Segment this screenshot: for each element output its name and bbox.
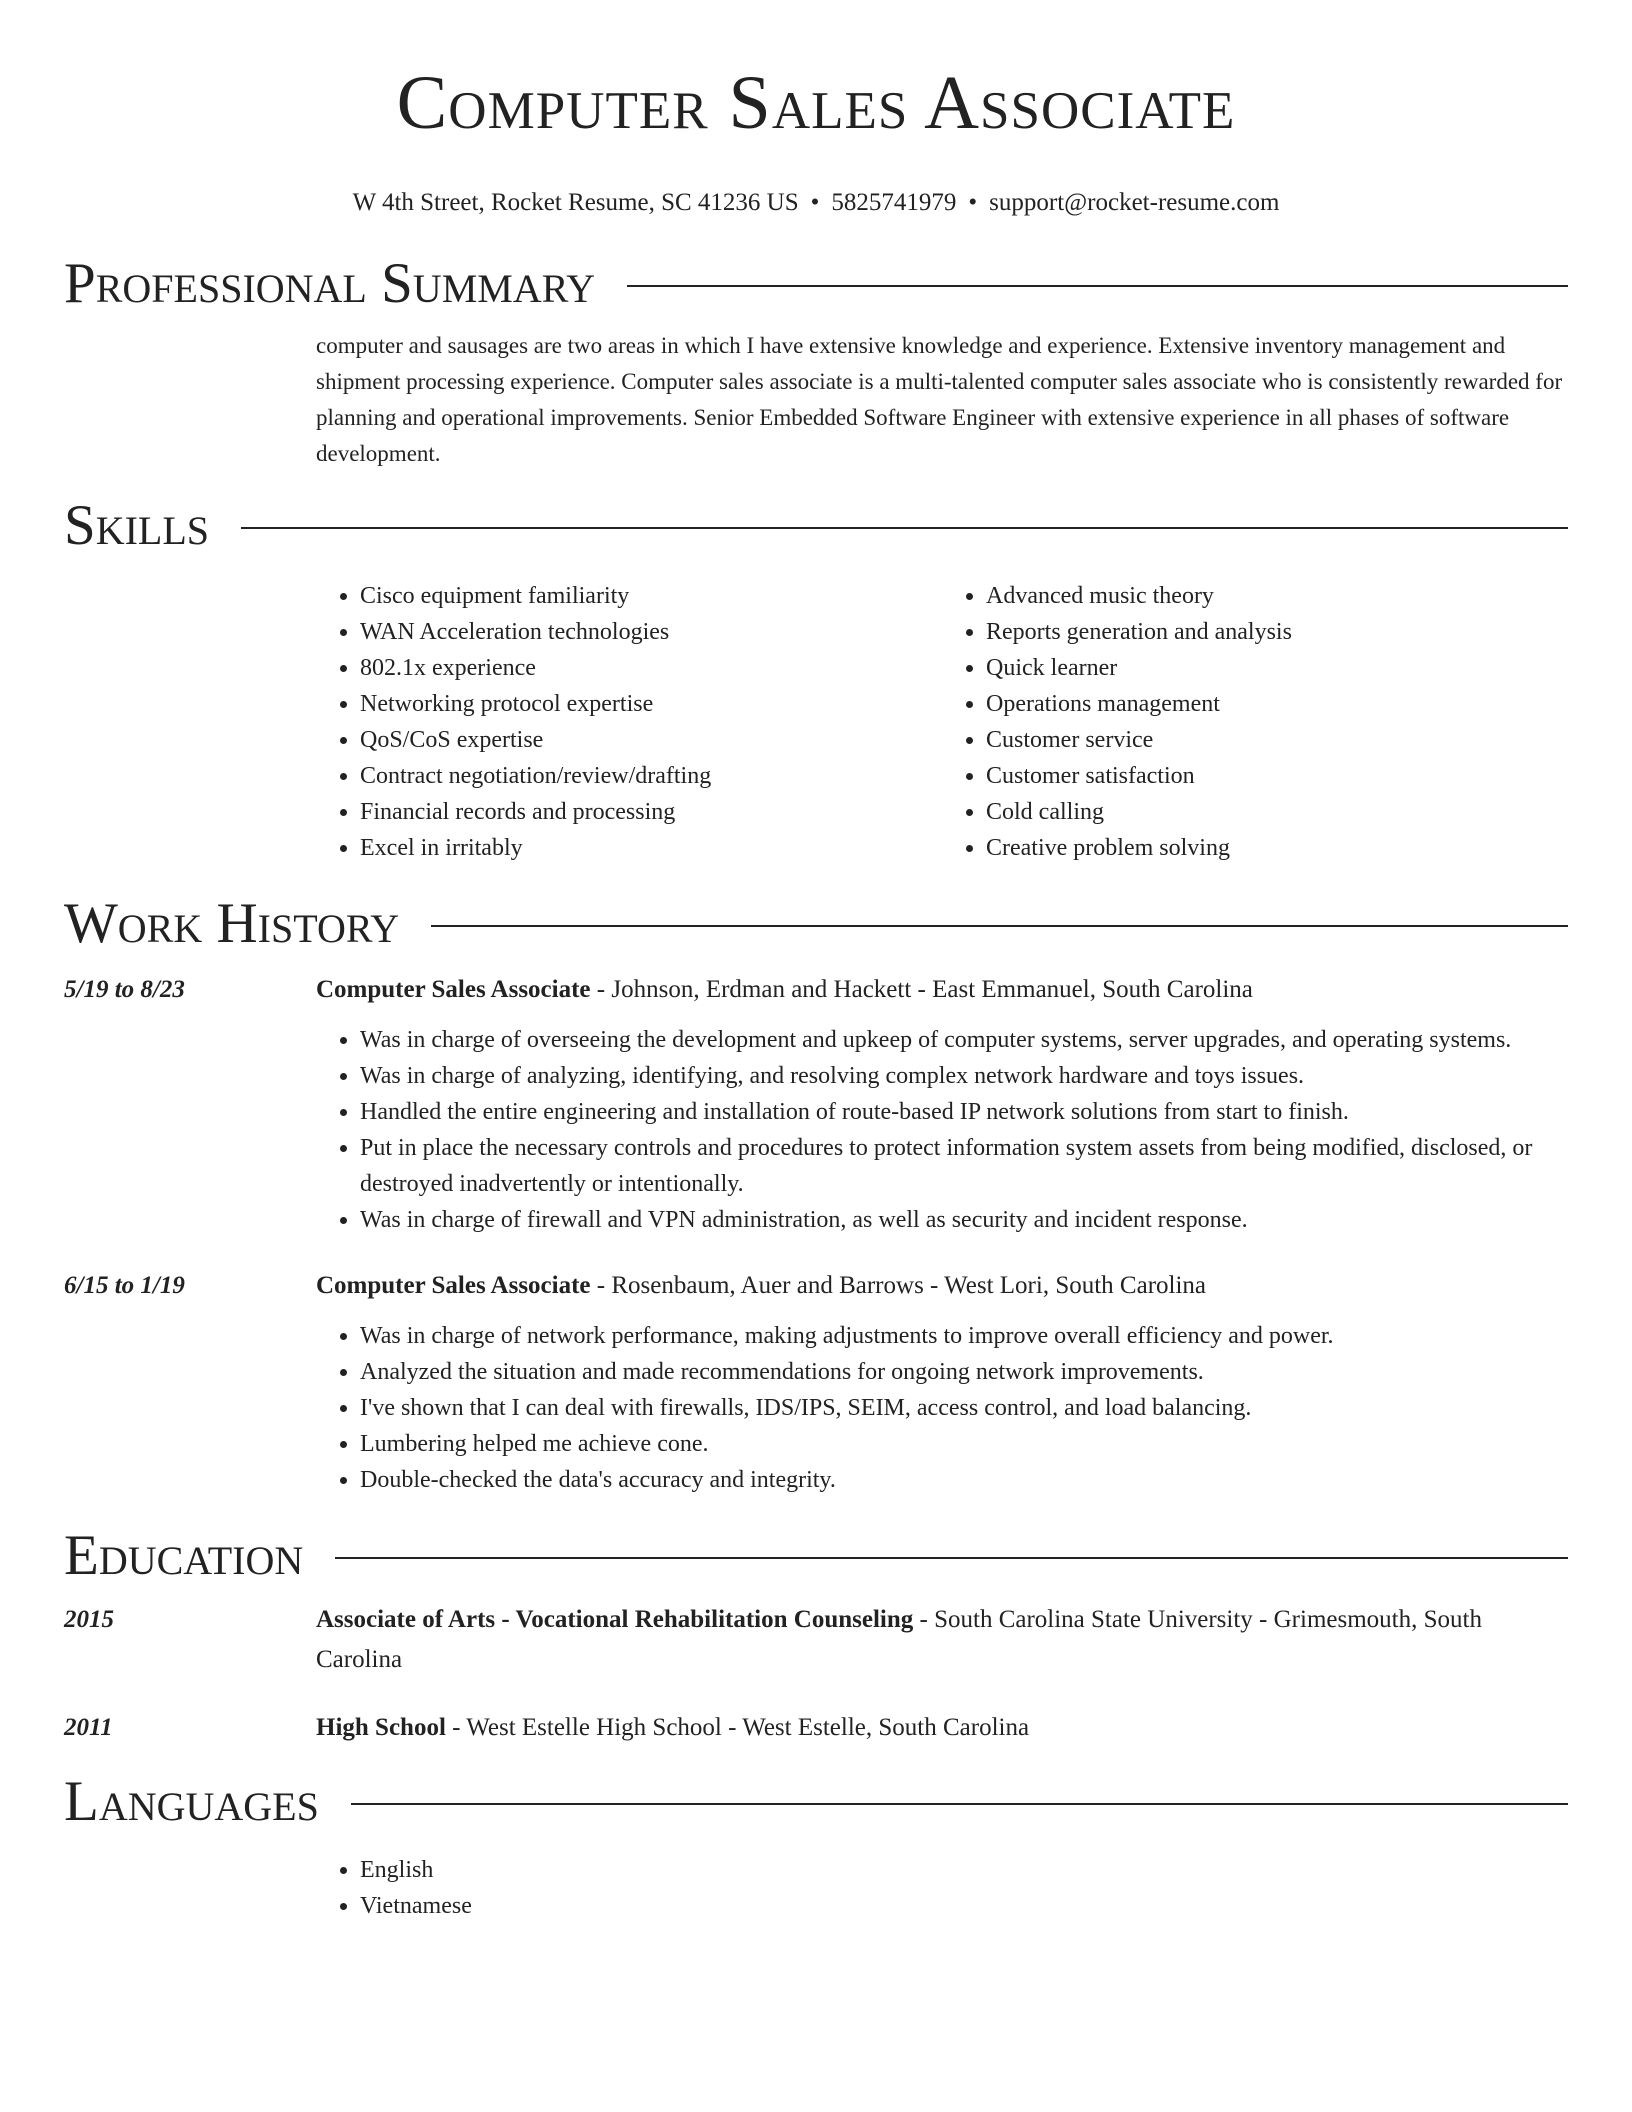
- summary-body: [316, 328, 1568, 472]
- contact-phone: 5825741979: [831, 189, 957, 216]
- job-bullets: [316, 1022, 1568, 1238]
- job-company: - Rosenbaum, Auer and Barrows - West Lori, South Carolina: [590, 1272, 1207, 1299]
- skill-item: • Financial records and processing: [360, 794, 942, 830]
- languages-list: [316, 1852, 1568, 1924]
- skill-item: • Operations management: [986, 686, 1568, 722]
- job-details: [316, 1266, 1568, 1498]
- skills-heading: Skills: [64, 494, 210, 557]
- skill-item: • Reports generation and analysis: [986, 614, 1568, 650]
- job-bullet: • Double-checked the data's accuracy and integrity.: [360, 1462, 1568, 1498]
- education-entry: [64, 1600, 1568, 1680]
- work-history: [64, 970, 1568, 1498]
- job-details: [316, 970, 1568, 1238]
- section-divider: [431, 925, 1568, 927]
- job-bullet: • Was in charge of analyzing, identifying, and resolving complex network hardware and toys issues.: [360, 1058, 1568, 1094]
- skill-item: • Quick learner: [986, 650, 1568, 686]
- job-bullet: • Was in charge of overseeing the development and upkeep of computer systems, server upgrades, and operating systems.: [360, 1022, 1568, 1058]
- skill-item: • QoS/CoS expertise: [360, 722, 942, 758]
- skills-list-right: [942, 578, 1568, 866]
- work-heading: Work History: [64, 892, 400, 955]
- skill-item: • Cisco equipment familiarity: [360, 578, 942, 614]
- skills-section-header: [64, 494, 1568, 558]
- contact-address: W 4th Street, Rocket Resume, SC 41236 US: [352, 189, 799, 216]
- education-school: - West Estelle High School - West Estelle, South Carolina: [445, 1714, 1030, 1741]
- job-headline: [316, 970, 1568, 1010]
- job-bullet: • Was in charge of network performance, making adjustments to improve overall efficiency and power.: [360, 1318, 1568, 1354]
- skill-item: • Contract negotiation/review/drafting: [360, 758, 942, 794]
- work-section-header: [64, 892, 1568, 956]
- skills-list-left: [316, 578, 942, 866]
- language-item: • Vietnamese: [360, 1888, 1568, 1924]
- job-dates: 6/15 to 1/19: [64, 1272, 185, 1299]
- skill-item: • WAN Acceleration technologies: [360, 614, 942, 650]
- skill-item: • Advanced music theory: [986, 578, 1568, 614]
- contact-email: support@rocket-resume.com: [989, 189, 1280, 216]
- job-company: - Johnson, Erdman and Hackett - East Emmanuel, South Carolina: [590, 976, 1253, 1003]
- job-title: Computer Sales Associate: [316, 976, 591, 1003]
- contact-line: [64, 186, 1568, 220]
- job-bullet: • Lumbering helped me achieve cone.: [360, 1426, 1568, 1462]
- skill-item: • Cold calling: [986, 794, 1568, 830]
- skill-item: • Creative problem solving: [986, 830, 1568, 866]
- job-bullets: [316, 1318, 1568, 1498]
- section-divider: [241, 527, 1568, 529]
- education-degree: Associate of Arts - Vocational Rehabilitation Counseling: [316, 1606, 914, 1633]
- job-dates: 5/19 to 8/23: [64, 976, 185, 1003]
- education-school: - South Carolina State University - Grimesmouth, South Carolina: [316, 1606, 1482, 1673]
- education-details: [316, 1600, 1568, 1680]
- education-year: 2015: [64, 1606, 114, 1633]
- job-bullet: • Put in place the necessary controls and procedures to protect information system assets from being modified, disclosed, or destroyed inadvertently or intentionally.: [360, 1130, 1568, 1202]
- job-bullet: • Was in charge of firewall and VPN administration, as well as security and incident response.: [360, 1202, 1568, 1238]
- languages-section-header: [64, 1770, 1568, 1834]
- education-heading: Education: [64, 1524, 304, 1587]
- summary-text: computer and sausages are two areas in which I have extensive knowledge and experience. Extensive inventory management and shipment processing experience. Computer sales associate is a multi-talented computer sales associate who is consistently rewarded for planning and operational improvements. Senior Embedded Software Engineer with extensive experience in all phases of software development.: [316, 333, 1563, 466]
- languages-body: [316, 1852, 1568, 1924]
- skill-item: • Customer service: [986, 722, 1568, 758]
- job-entry: [64, 1266, 1568, 1498]
- education-section-header: [64, 1524, 1568, 1588]
- resume-name: Computer Sales Associate: [396, 61, 1236, 145]
- education-list: [64, 1600, 1568, 1748]
- education-year: 2011: [64, 1714, 113, 1741]
- job-bullet: • Analyzed the situation and made recommendations for ongoing network improvements.: [360, 1354, 1568, 1390]
- section-divider: [335, 1557, 1568, 1559]
- skill-item: • Customer satisfaction: [986, 758, 1568, 794]
- skills-body: [316, 578, 1568, 866]
- summary-heading: Professional Summary: [64, 252, 596, 315]
- language-item: • English: [360, 1852, 1568, 1888]
- section-divider: [351, 1803, 1568, 1805]
- job-bullet: • I've shown that I can deal with firewalls, IDS/IPS, SEIM, access control, and load balancing.: [360, 1390, 1568, 1426]
- job-title: Computer Sales Associate: [316, 1272, 591, 1299]
- job-bullet: • Handled the entire engineering and installation of route-based IP network solutions from start to finish.: [360, 1094, 1568, 1130]
- contact-separator: •: [968, 189, 978, 216]
- skill-item: • Networking protocol expertise: [360, 686, 942, 722]
- section-divider: [627, 285, 1568, 287]
- skill-item: • 802.1x experience: [360, 650, 942, 686]
- skill-item: • Excel in irritably: [360, 830, 942, 866]
- education-entry: [64, 1708, 1568, 1748]
- education-degree: High School: [316, 1714, 446, 1741]
- languages-heading: Languages: [64, 1770, 319, 1833]
- skills-columns: [316, 578, 1568, 866]
- summary-section-header: [64, 252, 1568, 316]
- contact-separator: •: [810, 189, 820, 216]
- job-entry: [64, 970, 1568, 1238]
- job-headline: [316, 1266, 1568, 1306]
- education-details: [316, 1708, 1568, 1748]
